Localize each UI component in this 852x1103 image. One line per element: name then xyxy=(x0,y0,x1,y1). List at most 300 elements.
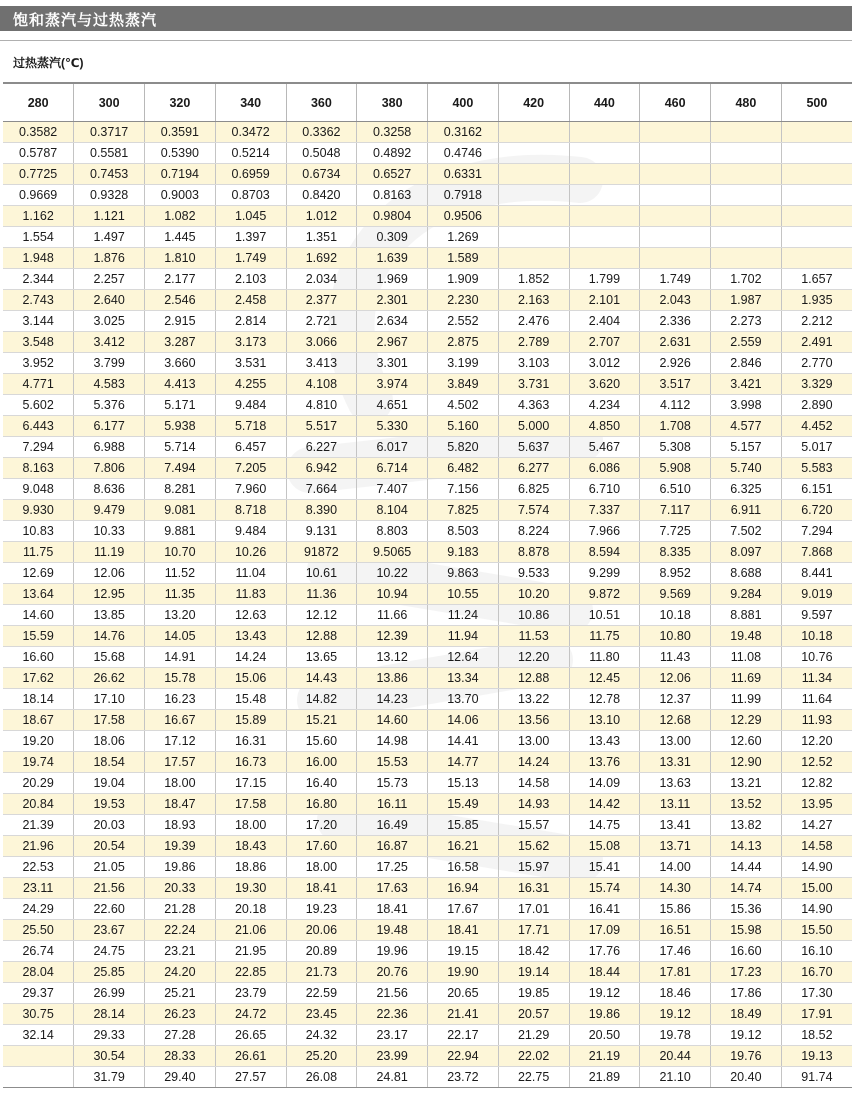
table-cell: 19.53 xyxy=(74,794,145,815)
table-cell: 6.151 xyxy=(781,479,852,500)
table-cell: 1.987 xyxy=(711,290,782,311)
table-cell: 17.09 xyxy=(569,920,640,941)
table-cell: 2.336 xyxy=(640,311,711,332)
table-cell: 13.21 xyxy=(711,773,782,794)
table-cell: 14.23 xyxy=(357,689,428,710)
table-cell: 17.23 xyxy=(711,962,782,983)
table-cell: 23.79 xyxy=(215,983,286,1004)
table-cell: 9.479 xyxy=(74,500,145,521)
table-cell: 15.21 xyxy=(286,710,357,731)
table-cell: 13.34 xyxy=(428,668,499,689)
table-cell: 19.74 xyxy=(3,752,74,773)
table-cell: 13.41 xyxy=(640,815,711,836)
table-cell: 11.19 xyxy=(74,542,145,563)
table-cell: 9.019 xyxy=(781,584,852,605)
table-cell: 5.938 xyxy=(145,416,216,437)
table-row xyxy=(3,668,852,689)
table-cell: 7.960 xyxy=(215,479,286,500)
table-cell: 2.034 xyxy=(286,269,357,290)
table-row xyxy=(3,836,852,857)
table-cell: 15.59 xyxy=(3,626,74,647)
table-row xyxy=(3,542,852,563)
table-cell: 15.13 xyxy=(428,773,499,794)
table-row xyxy=(3,752,852,773)
table-cell: 19.86 xyxy=(145,857,216,878)
table-cell: 26.65 xyxy=(215,1025,286,1046)
table-cell: 24.20 xyxy=(145,962,216,983)
table-cell: 16.87 xyxy=(357,836,428,857)
table-cell: 20.29 xyxy=(3,773,74,794)
table-cell: 18.41 xyxy=(286,878,357,899)
table-cell: 91.74 xyxy=(781,1067,852,1088)
table-cell: 2.377 xyxy=(286,290,357,311)
table-cell: 15.53 xyxy=(357,752,428,773)
table-cell: 9.484 xyxy=(215,395,286,416)
table-cell: 14.82 xyxy=(286,689,357,710)
column-header: 440 xyxy=(569,83,640,122)
table-cell: 1.397 xyxy=(215,227,286,248)
table-row xyxy=(3,605,852,626)
table-cell: 17.58 xyxy=(215,794,286,815)
table-cell: 9.048 xyxy=(3,479,74,500)
table-cell: 15.97 xyxy=(498,857,569,878)
table-cell: 7.868 xyxy=(781,542,852,563)
table-row xyxy=(3,647,852,668)
table-cell: 2.967 xyxy=(357,332,428,353)
table-row xyxy=(3,248,852,269)
table-cell: 2.230 xyxy=(428,290,499,311)
table-cell: 13.00 xyxy=(640,731,711,752)
table-cell: 7.806 xyxy=(74,458,145,479)
table-cell: 16.73 xyxy=(215,752,286,773)
table-cell: 0.6959 xyxy=(215,164,286,185)
table-cell: 3.799 xyxy=(74,353,145,374)
column-header: 380 xyxy=(357,83,428,122)
table-cell: 15.78 xyxy=(145,668,216,689)
table-cell: 9.484 xyxy=(215,521,286,542)
table-cell: 0.8703 xyxy=(215,185,286,206)
table-cell: 19.20 xyxy=(3,731,74,752)
table-cell: 11.99 xyxy=(711,689,782,710)
table-cell: 5.740 xyxy=(711,458,782,479)
table-cell: 23.99 xyxy=(357,1046,428,1067)
table-cell: 11.04 xyxy=(215,563,286,584)
table-cell: 8.881 xyxy=(711,605,782,626)
table-cell: 3.066 xyxy=(286,332,357,353)
table-cell: 0.309 xyxy=(357,227,428,248)
table-cell: 18.47 xyxy=(145,794,216,815)
table-cell: 22.53 xyxy=(3,857,74,878)
table-cell: 24.72 xyxy=(215,1004,286,1025)
table-cell: 3.974 xyxy=(357,374,428,395)
table-cell: 25.85 xyxy=(74,962,145,983)
table-cell: 8.594 xyxy=(569,542,640,563)
table-cell: 10.70 xyxy=(145,542,216,563)
table-cell: 17.91 xyxy=(781,1004,852,1025)
table-row xyxy=(3,941,852,962)
table-cell: 1.351 xyxy=(286,227,357,248)
table-cell: 13.00 xyxy=(498,731,569,752)
table-cell: 18.00 xyxy=(286,857,357,878)
table-row xyxy=(3,290,852,311)
table-cell: 9.183 xyxy=(428,542,499,563)
column-header: 420 xyxy=(498,83,569,122)
table-cell: 3.173 xyxy=(215,332,286,353)
table-cell: 0.5214 xyxy=(215,143,286,164)
table-cell: 13.70 xyxy=(428,689,499,710)
table-cell: 1.121 xyxy=(74,206,145,227)
table-cell: 7.407 xyxy=(357,479,428,500)
table-cell: 0.7918 xyxy=(428,185,499,206)
table-cell: 1.969 xyxy=(357,269,428,290)
table-cell: 18.44 xyxy=(569,962,640,983)
table-row xyxy=(3,920,852,941)
table-cell: 2.559 xyxy=(711,332,782,353)
table-cell: 19.04 xyxy=(74,773,145,794)
table-cell: 16.41 xyxy=(569,899,640,920)
table-cell: 0.5581 xyxy=(74,143,145,164)
table-cell xyxy=(498,185,569,206)
table-cell: 14.24 xyxy=(498,752,569,773)
table-cell: 10.22 xyxy=(357,563,428,584)
table-cell: 4.810 xyxy=(286,395,357,416)
table-row xyxy=(3,458,852,479)
table-cell: 5.467 xyxy=(569,437,640,458)
table-cell: 12.69 xyxy=(3,563,74,584)
table-cell: 12.39 xyxy=(357,626,428,647)
table-cell: 21.19 xyxy=(569,1046,640,1067)
table-cell: 17.86 xyxy=(711,983,782,1004)
table-cell: 9.597 xyxy=(781,605,852,626)
table-cell: 7.494 xyxy=(145,458,216,479)
table-cell: 4.651 xyxy=(357,395,428,416)
table-cell: 28.14 xyxy=(74,1004,145,1025)
table-cell: 15.08 xyxy=(569,836,640,857)
table-cell: 12.20 xyxy=(498,647,569,668)
table-cell: 17.63 xyxy=(357,878,428,899)
table-cell: 16.58 xyxy=(428,857,499,878)
table-cell: 16.80 xyxy=(286,794,357,815)
table-cell xyxy=(640,248,711,269)
table-cell: 7.337 xyxy=(569,500,640,521)
table-cell: 18.14 xyxy=(3,689,74,710)
table-cell: 6.177 xyxy=(74,416,145,437)
table-row xyxy=(3,857,852,878)
table-cell xyxy=(498,143,569,164)
table-cell: 2.915 xyxy=(145,311,216,332)
table-row xyxy=(3,1004,852,1025)
table-cell: 8.163 xyxy=(3,458,74,479)
table-cell: 1.045 xyxy=(215,206,286,227)
table-cell: 20.40 xyxy=(711,1067,782,1088)
table-cell: 2.875 xyxy=(428,332,499,353)
table-cell: 3.012 xyxy=(569,353,640,374)
table-cell: 23.45 xyxy=(286,1004,357,1025)
table-cell: 17.62 xyxy=(3,668,74,689)
table-cell: 15.50 xyxy=(781,920,852,941)
table-cell: 12.06 xyxy=(74,563,145,584)
table-cell: 12.20 xyxy=(781,731,852,752)
table-cell: 3.421 xyxy=(711,374,782,395)
table-cell: 8.952 xyxy=(640,563,711,584)
table-cell: 1.639 xyxy=(357,248,428,269)
table-cell: 21.39 xyxy=(3,815,74,836)
table-cell: 23.67 xyxy=(74,920,145,941)
table-cell: 15.49 xyxy=(428,794,499,815)
table-cell: 16.00 xyxy=(286,752,357,773)
table-cell: 19.90 xyxy=(428,962,499,983)
table-cell: 8.224 xyxy=(498,521,569,542)
table-cell: 0.3258 xyxy=(357,122,428,143)
table-cell: 5.160 xyxy=(428,416,499,437)
table-cell: 16.67 xyxy=(145,710,216,731)
table-cell: 2.212 xyxy=(781,311,852,332)
table-cell: 5.330 xyxy=(357,416,428,437)
table-cell: 1.082 xyxy=(145,206,216,227)
table-cell: 2.344 xyxy=(3,269,74,290)
table-cell: 15.57 xyxy=(498,815,569,836)
table-cell: 32.14 xyxy=(3,1025,74,1046)
table-cell: 20.06 xyxy=(286,920,357,941)
table-cell: 13.11 xyxy=(640,794,711,815)
table-cell: 12.12 xyxy=(286,605,357,626)
table-cell: 6.825 xyxy=(498,479,569,500)
table-cell: 21.41 xyxy=(428,1004,499,1025)
table-cell: 0.7453 xyxy=(74,164,145,185)
table-cell xyxy=(569,164,640,185)
table-cell: 2.177 xyxy=(145,269,216,290)
table-cell: 2.707 xyxy=(569,332,640,353)
table-cell: 1.162 xyxy=(3,206,74,227)
table-cell: 27.57 xyxy=(215,1067,286,1088)
table-cell: 1.749 xyxy=(640,269,711,290)
table-cell: 4.255 xyxy=(215,374,286,395)
table-cell: 13.10 xyxy=(569,710,640,731)
table-cell: 12.52 xyxy=(781,752,852,773)
table-cell: 26.23 xyxy=(145,1004,216,1025)
table-cell: 15.06 xyxy=(215,668,286,689)
table-cell: 4.108 xyxy=(286,374,357,395)
table-cell: 2.552 xyxy=(428,311,499,332)
table-cell: 7.725 xyxy=(640,521,711,542)
table-row xyxy=(3,689,852,710)
table-cell: 24.29 xyxy=(3,899,74,920)
table-row xyxy=(3,899,852,920)
superheated-steam-table xyxy=(3,82,852,1088)
table-cell: 1.657 xyxy=(781,269,852,290)
table-cell: 12.63 xyxy=(215,605,286,626)
table-cell: 23.21 xyxy=(145,941,216,962)
table-cell: 19.86 xyxy=(569,1004,640,1025)
table-cell: 14.60 xyxy=(357,710,428,731)
table-cell: 11.53 xyxy=(498,626,569,647)
table-cell: 21.56 xyxy=(74,878,145,899)
table-cell: 13.12 xyxy=(357,647,428,668)
table-row xyxy=(3,731,852,752)
table-cell: 17.60 xyxy=(286,836,357,857)
table-cell: 9.533 xyxy=(498,563,569,584)
table-cell: 1.799 xyxy=(569,269,640,290)
table-cell: 2.491 xyxy=(781,332,852,353)
table-cell: 24.81 xyxy=(357,1067,428,1088)
table-row xyxy=(3,395,852,416)
table-cell: 25.50 xyxy=(3,920,74,941)
table-cell: 15.41 xyxy=(569,857,640,878)
table-cell xyxy=(569,185,640,206)
table-cell: 22.94 xyxy=(428,1046,499,1067)
table-cell: 3.660 xyxy=(145,353,216,374)
table-row xyxy=(3,521,852,542)
table-cell: 19.96 xyxy=(357,941,428,962)
table-cell: 6.510 xyxy=(640,479,711,500)
table-cell: 18.93 xyxy=(145,815,216,836)
table-cell: 3.301 xyxy=(357,353,428,374)
table-cell xyxy=(711,206,782,227)
table-cell: 15.86 xyxy=(640,899,711,920)
table-cell: 1.810 xyxy=(145,248,216,269)
table-row xyxy=(3,626,852,647)
table-cell: 7.966 xyxy=(569,521,640,542)
table-cell: 21.05 xyxy=(74,857,145,878)
table-row xyxy=(3,227,852,248)
table-cell: 1.554 xyxy=(3,227,74,248)
table-cell: 14.09 xyxy=(569,773,640,794)
table-cell: 16.31 xyxy=(498,878,569,899)
table-cell: 0.5787 xyxy=(3,143,74,164)
table-cell: 13.20 xyxy=(145,605,216,626)
table-cell: 18.00 xyxy=(145,773,216,794)
table-cell: 18.86 xyxy=(215,857,286,878)
table-cell: 25.21 xyxy=(145,983,216,1004)
table-cell: 3.025 xyxy=(74,311,145,332)
table-cell: 14.24 xyxy=(215,647,286,668)
table-cell: 15.73 xyxy=(357,773,428,794)
table-cell: 5.602 xyxy=(3,395,74,416)
table-cell xyxy=(569,227,640,248)
table-cell: 12.06 xyxy=(640,668,711,689)
table-cell: 0.3582 xyxy=(3,122,74,143)
table-cell xyxy=(498,206,569,227)
table-cell: 0.6734 xyxy=(286,164,357,185)
table-cell: 20.18 xyxy=(215,899,286,920)
table-cell xyxy=(781,206,852,227)
table-cell: 24.75 xyxy=(74,941,145,962)
table-cell: 9.284 xyxy=(711,584,782,605)
table-cell: 2.301 xyxy=(357,290,428,311)
table-cell: 11.64 xyxy=(781,689,852,710)
table-row xyxy=(3,122,852,143)
table-cell: 10.86 xyxy=(498,605,569,626)
table-cell xyxy=(711,227,782,248)
table-cell: 5.714 xyxy=(145,437,216,458)
table-cell: 10.55 xyxy=(428,584,499,605)
table-cell: 2.640 xyxy=(74,290,145,311)
table-row xyxy=(3,269,852,290)
table-cell: 11.83 xyxy=(215,584,286,605)
table-cell: 2.043 xyxy=(640,290,711,311)
table-cell: 8.097 xyxy=(711,542,782,563)
table-cell: 16.60 xyxy=(711,941,782,962)
table-cell: 1.948 xyxy=(3,248,74,269)
table-cell: 20.33 xyxy=(145,878,216,899)
table-cell: 21.28 xyxy=(145,899,216,920)
table-cell: 0.5048 xyxy=(286,143,357,164)
table-cell: 10.61 xyxy=(286,563,357,584)
table-cell: 21.06 xyxy=(215,920,286,941)
table-cell: 9.299 xyxy=(569,563,640,584)
table-row xyxy=(3,500,852,521)
table-cell: 2.789 xyxy=(498,332,569,353)
table-cell: 2.631 xyxy=(640,332,711,353)
table-cell: 14.75 xyxy=(569,815,640,836)
table-cell: 11.80 xyxy=(569,647,640,668)
table-cell: 0.3717 xyxy=(74,122,145,143)
table-cell xyxy=(711,248,782,269)
table-cell: 7.502 xyxy=(711,521,782,542)
table-cell: 0.3362 xyxy=(286,122,357,143)
table-cell: 18.49 xyxy=(711,1004,782,1025)
table-cell: 8.803 xyxy=(357,521,428,542)
table-cell: 7.825 xyxy=(428,500,499,521)
table-cell: 12.95 xyxy=(74,584,145,605)
table-cell: 21.29 xyxy=(498,1025,569,1046)
column-header: 300 xyxy=(74,83,145,122)
table-cell: 14.13 xyxy=(711,836,782,857)
table-cell: 12.60 xyxy=(711,731,782,752)
table-cell: 7.156 xyxy=(428,479,499,500)
table-cell: 11.35 xyxy=(145,584,216,605)
table-cell: 6.988 xyxy=(74,437,145,458)
table-row xyxy=(3,815,852,836)
table-cell: 7.574 xyxy=(498,500,569,521)
table-cell: 14.41 xyxy=(428,731,499,752)
table-cell: 19.85 xyxy=(498,983,569,1004)
table-cell: 8.718 xyxy=(215,500,286,521)
table-cell: 2.476 xyxy=(498,311,569,332)
table-cell: 14.44 xyxy=(711,857,782,878)
table-cell: 16.70 xyxy=(781,962,852,983)
table-cell: 26.74 xyxy=(3,941,74,962)
table-cell: 0.6527 xyxy=(357,164,428,185)
table-cell: 0.9003 xyxy=(145,185,216,206)
table-cell xyxy=(569,248,640,269)
table-cell: 22.60 xyxy=(74,899,145,920)
table-cell: 5.000 xyxy=(498,416,569,437)
table-cell: 8.104 xyxy=(357,500,428,521)
table-cell: 8.281 xyxy=(145,479,216,500)
table-cell: 14.90 xyxy=(781,899,852,920)
table-cell: 17.67 xyxy=(428,899,499,920)
table-cell: 15.48 xyxy=(215,689,286,710)
table-cell: 13.22 xyxy=(498,689,569,710)
table-cell xyxy=(569,143,640,164)
table-cell: 2.743 xyxy=(3,290,74,311)
table-row xyxy=(3,773,852,794)
table-cell: 16.49 xyxy=(357,815,428,836)
table-cell: 5.718 xyxy=(215,416,286,437)
table-cell: 7.294 xyxy=(3,437,74,458)
table-cell: 14.30 xyxy=(640,878,711,899)
table-cell: 19.30 xyxy=(215,878,286,899)
table-cell: 2.273 xyxy=(711,311,782,332)
table-cell: 22.24 xyxy=(145,920,216,941)
table-cell: 1.708 xyxy=(640,416,711,437)
table-cell: 9.872 xyxy=(569,584,640,605)
table-cell xyxy=(640,227,711,248)
table-cell: 3.103 xyxy=(498,353,569,374)
table-cell: 23.11 xyxy=(3,878,74,899)
table-cell: 20.54 xyxy=(74,836,145,857)
